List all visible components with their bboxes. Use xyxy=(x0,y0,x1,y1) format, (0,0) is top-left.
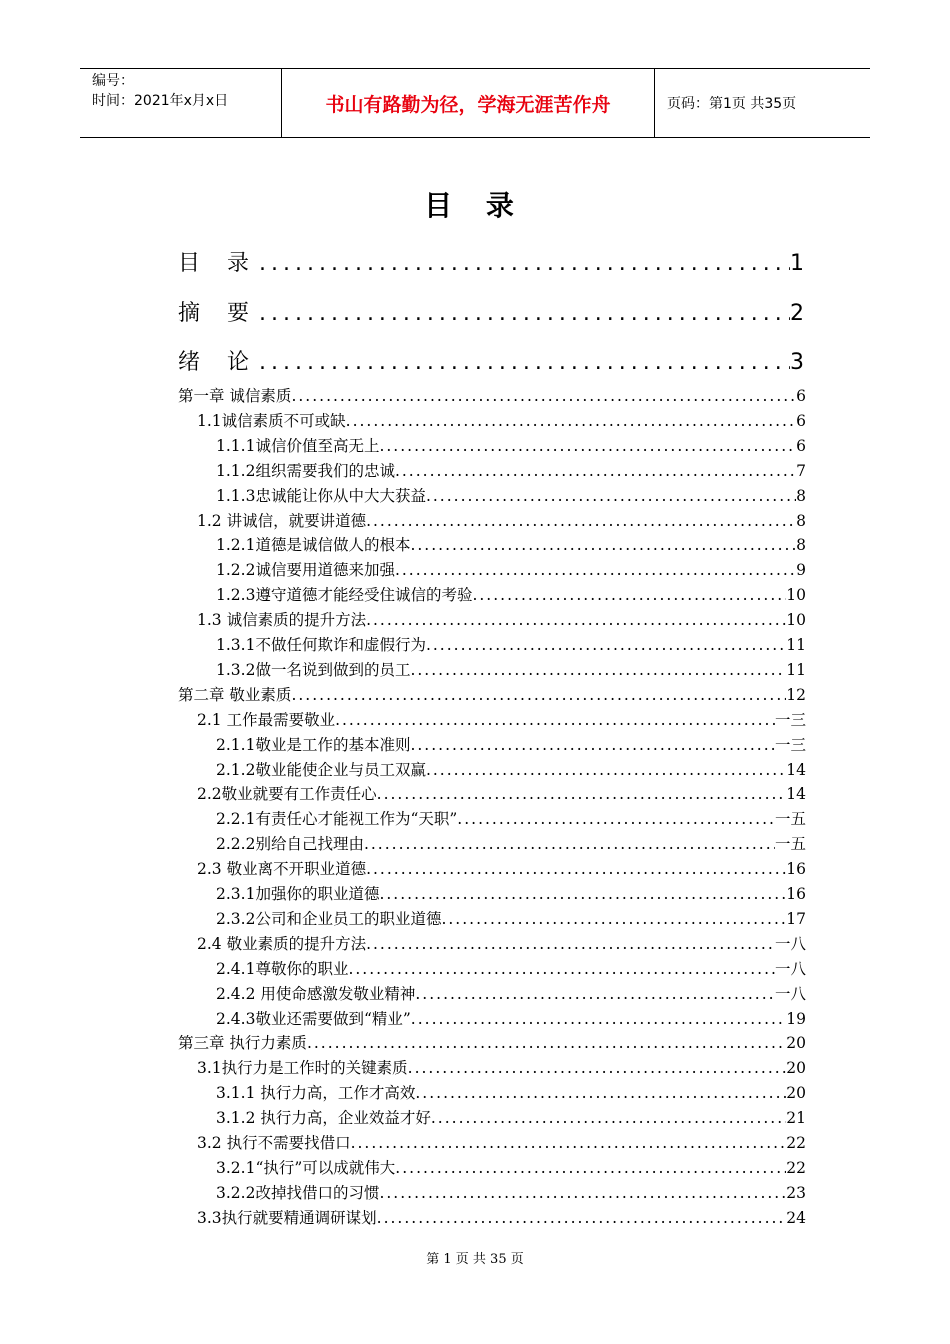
toc-entry[interactable] xyxy=(197,409,806,431)
toc-entry-page: 17 xyxy=(786,909,806,928)
toc-leader-dots xyxy=(351,1134,787,1152)
toc-leader-dots xyxy=(259,251,790,276)
toc-entry[interactable] xyxy=(197,1206,806,1228)
toc-entry-label: 1.1.3忠诚能让你从中大大获益 xyxy=(216,486,426,505)
toc-entry-page: 6 xyxy=(796,387,806,405)
page-title: 目 录 xyxy=(424,189,526,222)
toc-leader-dots xyxy=(346,412,796,430)
toc-entry[interactable] xyxy=(197,932,806,954)
toc-entry[interactable] xyxy=(216,758,806,780)
toc-leader-dots xyxy=(431,1109,786,1127)
toc-entry[interactable] xyxy=(216,882,806,904)
toc-entry[interactable] xyxy=(197,509,806,531)
toc-leader-dots xyxy=(457,810,775,828)
toc-entry[interactable] xyxy=(216,434,806,456)
toc-leader-dots xyxy=(307,1034,786,1052)
toc-leader-dots xyxy=(472,586,786,604)
toc-entry-label: 1.2.3遵守道德才能经受住诚信的考验 xyxy=(216,586,473,605)
toc-entry-label: 3.1.1 执行力高，工作才高效 xyxy=(216,1084,416,1103)
header-number: 编号： xyxy=(92,73,134,89)
toc-entry[interactable] xyxy=(216,484,806,506)
toc-entry-label: 1.1.1诚信价值至高无上 xyxy=(216,436,380,455)
toc-entry-label: 3.2 执行不需要找借口 xyxy=(197,1134,351,1152)
toc-entry-label: 1.3 诚信素质的提升方法 xyxy=(197,611,367,630)
toc-entry-page: 23 xyxy=(786,1183,806,1202)
toc-entry-page: 22 xyxy=(786,1158,806,1177)
toc-entry[interactable] xyxy=(178,345,804,376)
toc-entry-label: 2.2敬业就要有工作责任心 xyxy=(197,785,377,804)
toc-entry[interactable] xyxy=(197,708,806,730)
toc-entry[interactable] xyxy=(216,633,806,655)
toc-leader-dots xyxy=(335,711,775,729)
toc-entry-label: 2.4.1尊敬你的职业 xyxy=(216,959,349,978)
toc-entry-label: 2.2.1有责任心才能视工作为“天职” xyxy=(216,810,458,829)
toc-entry-page: 21 xyxy=(786,1109,806,1128)
toc-entry[interactable] xyxy=(178,683,806,705)
toc-entry-page: 一三 xyxy=(774,710,806,729)
toc-entry[interactable] xyxy=(216,982,806,1004)
toc-entry-label: 2.1.1敬业是工作的基本准则 xyxy=(216,735,411,754)
toc-entry[interactable] xyxy=(216,832,806,854)
toc-leader-dots xyxy=(395,462,796,480)
toc-entry[interactable] xyxy=(178,246,804,277)
toc-entry-label: 3.3执行就要精通调研谋划 xyxy=(197,1208,377,1227)
toc-entry-page: 16 xyxy=(786,885,806,903)
toc-entry-page: 一五 xyxy=(774,835,806,854)
toc-entry-page: 一八 xyxy=(774,984,806,1003)
toc-entry-label: 1.2.2诚信要用道德来加强 xyxy=(216,561,395,580)
toc-leader-dots xyxy=(415,1084,786,1102)
toc-entry-label: 2.4 敬业素质的提升方法 xyxy=(197,934,367,953)
toc-entry-page: 14 xyxy=(786,785,806,804)
toc-leader-dots xyxy=(259,301,790,326)
toc-leader-dots xyxy=(426,636,786,654)
header-date: 时间：2021年x月x日 xyxy=(92,93,229,109)
toc-entry-page: 11 xyxy=(786,660,806,679)
toc-entry-page: 12 xyxy=(786,685,806,704)
toc-entry-page: 16 xyxy=(786,860,806,879)
toc-entry-page: 1 xyxy=(790,251,804,276)
header-table xyxy=(80,68,870,138)
toc-entry-page: 14 xyxy=(786,760,806,779)
toc-entry-label: 2.4.2 用使命感激发敬业精神 xyxy=(216,984,416,1003)
toc-entry-label: 3.2.2改掉找借口的习惯 xyxy=(216,1183,380,1202)
toc-leader-dots xyxy=(291,686,786,704)
toc-entry-page: 一八 xyxy=(774,934,806,953)
toc-entry-page: 8 xyxy=(796,486,806,505)
toc-entry-page: 一三 xyxy=(774,735,806,754)
toc-entry[interactable] xyxy=(216,907,806,929)
toc-leader-dots xyxy=(366,935,775,953)
toc-entry-label: 1.2 讲诚信，就要讲道德 xyxy=(197,511,367,530)
toc-leader-dots xyxy=(366,611,786,629)
toc-entry-label: 2.3.2公司和企业员工的职业道德 xyxy=(216,909,442,928)
toc-entry-label: 第一章 诚信素质 xyxy=(178,387,292,405)
toc-entry-label: 目 录 xyxy=(178,251,259,276)
toc-entry-label: 1.1诚信素质不可或缺 xyxy=(197,411,346,430)
toc-entry-label: 2.3.1加强你的职业道德 xyxy=(216,885,380,903)
toc-leader-dots xyxy=(348,960,775,978)
toc-entry-label: 3.1执行力是工作时的关键素质 xyxy=(197,1059,408,1078)
toc-entry-label: 绪 论 xyxy=(178,350,259,375)
toc-leader-dots xyxy=(426,761,786,779)
toc-entry-label: 2.3 敬业离不开职业道德 xyxy=(197,860,367,879)
toc-leader-dots xyxy=(366,512,796,530)
header-meta xyxy=(80,69,282,137)
toc-entry[interactable] xyxy=(178,384,806,406)
toc-leader-dots xyxy=(410,536,796,554)
toc-entry[interactable] xyxy=(216,459,806,481)
toc-entry[interactable] xyxy=(216,807,806,829)
toc-leader-dots xyxy=(379,885,786,903)
toc-entry-page: 8 xyxy=(796,511,806,530)
toc-leader-dots xyxy=(259,350,790,375)
toc-entry-label: 3.1.2 执行力高，企业效益才好 xyxy=(216,1109,431,1128)
toc-leader-dots xyxy=(410,661,786,679)
toc-entry-label: 2.2.2别给自己找理由 xyxy=(216,835,364,854)
toc-entry[interactable] xyxy=(216,558,806,580)
toc-entry-page: 一五 xyxy=(774,810,806,829)
page-footer: 第 1 页 共 35 页 xyxy=(426,1252,524,1267)
toc-entry-label: 摘 要 xyxy=(178,301,259,326)
toc-entry-page: 19 xyxy=(786,1009,806,1028)
toc-entry-page: 20 xyxy=(786,1059,806,1078)
toc-entry[interactable] xyxy=(216,957,806,979)
toc-entry-page: 20 xyxy=(786,1084,806,1103)
toc-entry-label: 2.4.3敬业还需要做到“精业” xyxy=(216,1009,411,1028)
toc-leader-dots xyxy=(410,736,775,754)
toc-leader-dots xyxy=(377,785,787,803)
toc-entry[interactable] xyxy=(216,583,806,605)
toc-entry[interactable] xyxy=(216,533,806,555)
toc-entry-page: 10 xyxy=(786,611,806,630)
toc-entry-page: 20 xyxy=(786,1034,806,1053)
toc-leader-dots xyxy=(366,860,786,878)
toc-entry-page: 11 xyxy=(786,636,806,654)
toc-entry[interactable] xyxy=(216,1181,806,1203)
toc-leader-dots xyxy=(379,437,796,455)
toc-entry-label: 2.1.2敬业能使企业与员工双赢 xyxy=(216,760,426,779)
toc-entry[interactable] xyxy=(216,1156,806,1178)
toc-entry-page: 一八 xyxy=(774,959,806,978)
toc-entry-label: 1.3.2做一名说到做到的员工 xyxy=(216,660,411,679)
toc-leader-dots xyxy=(426,487,796,505)
toc-leader-dots xyxy=(408,1059,787,1077)
toc-leader-dots xyxy=(379,1184,786,1202)
toc-entry-page: 9 xyxy=(796,561,806,580)
toc-entry-page: 24 xyxy=(786,1208,806,1227)
toc-entry[interactable] xyxy=(197,857,806,879)
toc-entry[interactable] xyxy=(197,608,806,630)
toc-entry-page: 8 xyxy=(796,536,806,555)
toc-entry-label: 1.2.1道德是诚信做人的根本 xyxy=(216,536,411,555)
toc-entry[interactable] xyxy=(216,1106,806,1128)
toc-leader-dots xyxy=(395,561,796,579)
toc-entry[interactable] xyxy=(178,296,804,327)
toc-entry[interactable] xyxy=(216,658,806,680)
toc-entry[interactable] xyxy=(216,733,806,755)
toc-entry-label: 1.1.2组织需要我们的忠诚 xyxy=(216,461,395,480)
header-page-info: 页码：第1页 共35页 xyxy=(667,96,797,112)
toc-entry-label: 第二章 敬业素质 xyxy=(178,685,292,704)
toc-entry-page: 6 xyxy=(796,436,806,455)
toc-leader-dots xyxy=(441,910,786,928)
toc-entry[interactable] xyxy=(197,1131,806,1153)
toc-entry-label: 第三章 执行力素质 xyxy=(178,1034,307,1053)
toc-entry[interactable] xyxy=(216,1081,806,1103)
toc-entry-label: 3.2.1“执行”可以成就伟大 xyxy=(216,1158,396,1177)
toc-leader-dots xyxy=(395,1159,786,1177)
toc-entry-page: 3 xyxy=(790,350,804,375)
toc-leader-dots xyxy=(291,387,796,405)
toc-leader-dots xyxy=(411,1010,786,1028)
header-motto: 书山有路勤为径，学海无涯苦作舟 xyxy=(282,69,655,137)
toc-leader-dots xyxy=(377,1209,787,1227)
toc-leader-dots xyxy=(364,835,775,853)
toc-entry-label: 1.3.1不做任何欺诈和虚假行为 xyxy=(216,636,426,654)
toc-leader-dots xyxy=(415,985,775,1003)
toc-entry-page: 2 xyxy=(790,301,804,326)
toc-entry-label: 2.1 工作最需要敬业 xyxy=(197,710,336,729)
toc-entry[interactable] xyxy=(197,782,806,804)
toc-entry-page: 7 xyxy=(796,461,806,480)
toc-entry-page: 22 xyxy=(786,1134,806,1152)
toc-entry-page: 6 xyxy=(796,411,806,430)
toc-entry[interactable] xyxy=(216,1007,806,1029)
toc-entry-page: 10 xyxy=(786,586,806,605)
toc-entry[interactable] xyxy=(197,1056,806,1078)
toc-entry[interactable] xyxy=(178,1031,806,1053)
